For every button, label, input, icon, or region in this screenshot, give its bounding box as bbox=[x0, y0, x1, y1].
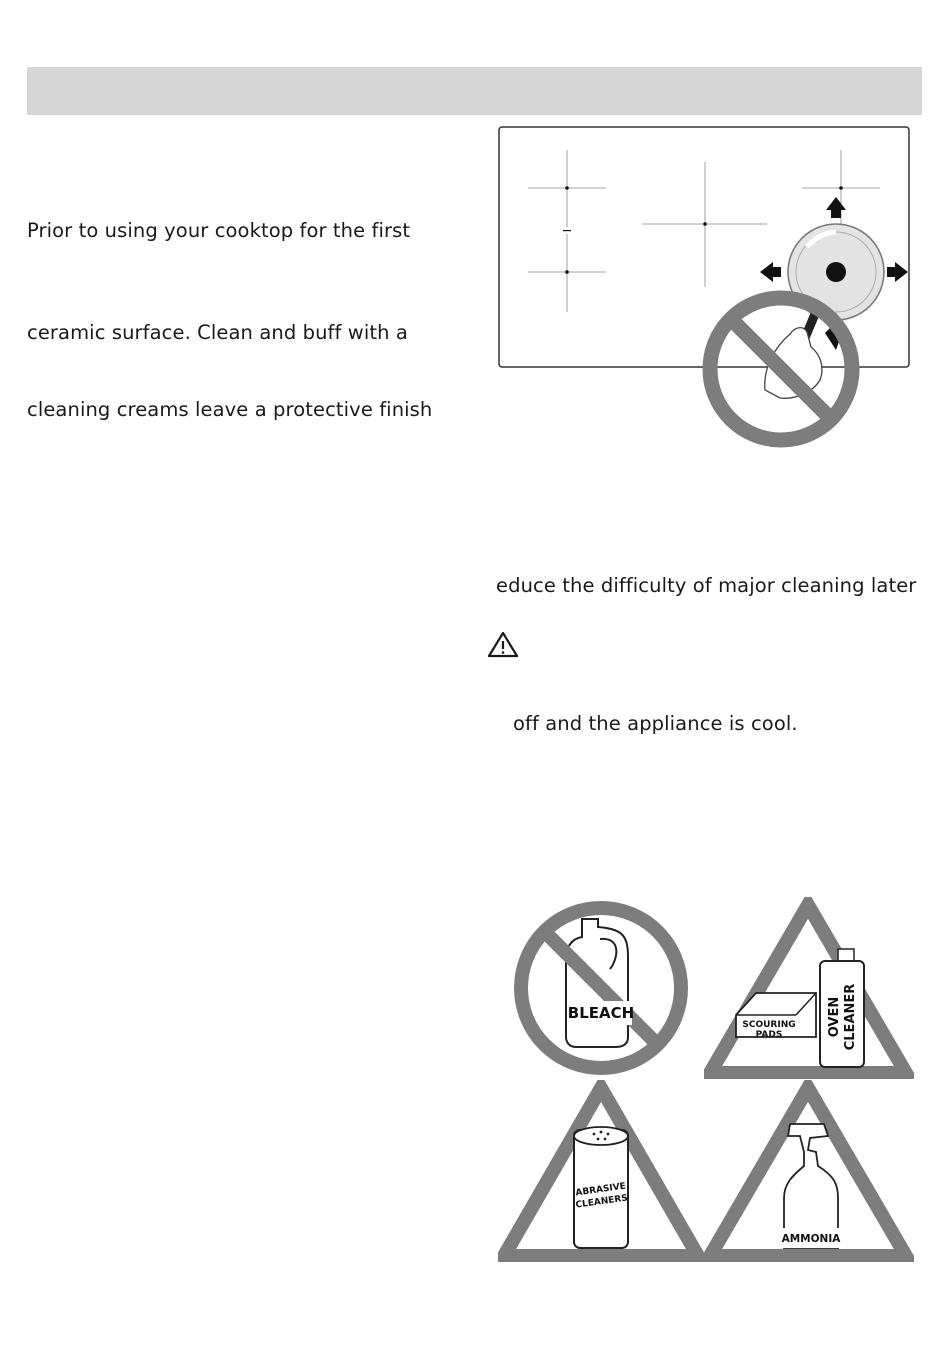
scouring-label-1: SCOURING bbox=[742, 1020, 796, 1030]
cleaning-text-line-2: off and the appliance is cool. bbox=[513, 712, 798, 735]
cooktop-no-sliding-illustration bbox=[495, 122, 915, 457]
ammonia-label: AMMONIA bbox=[781, 1233, 841, 1245]
cleaning-text-line-1: educe the difficulty of major cleaning later bbox=[496, 574, 917, 597]
bleach-label: BLEACH bbox=[567, 1004, 635, 1022]
abrasive-label-1: ABRASIVE bbox=[574, 1181, 627, 1199]
intro-text-line-2: ceramic surface. Clean and buff with a bbox=[27, 321, 408, 344]
scouring-oven-caution-icon bbox=[704, 897, 914, 1079]
intro-text-line-3: cleaning creams leave a protective finish bbox=[27, 398, 433, 421]
intro-text-line-1: Prior to using your cooktop for the first bbox=[27, 219, 411, 242]
section-header-bar bbox=[27, 67, 922, 115]
scouring-label-2: PADS bbox=[755, 1030, 783, 1040]
abrasive-label-2: CLEANERS bbox=[575, 1193, 629, 1211]
bleach-prohibited-icon bbox=[510, 897, 692, 1079]
ammonia-caution-icon bbox=[704, 1080, 914, 1262]
oven-label-1: OVEN bbox=[827, 996, 842, 1038]
warning-triangle-icon bbox=[487, 631, 519, 659]
oven-label-2: CLEANER bbox=[843, 983, 858, 1051]
abrasive-cleaners-caution-icon bbox=[498, 1080, 704, 1262]
